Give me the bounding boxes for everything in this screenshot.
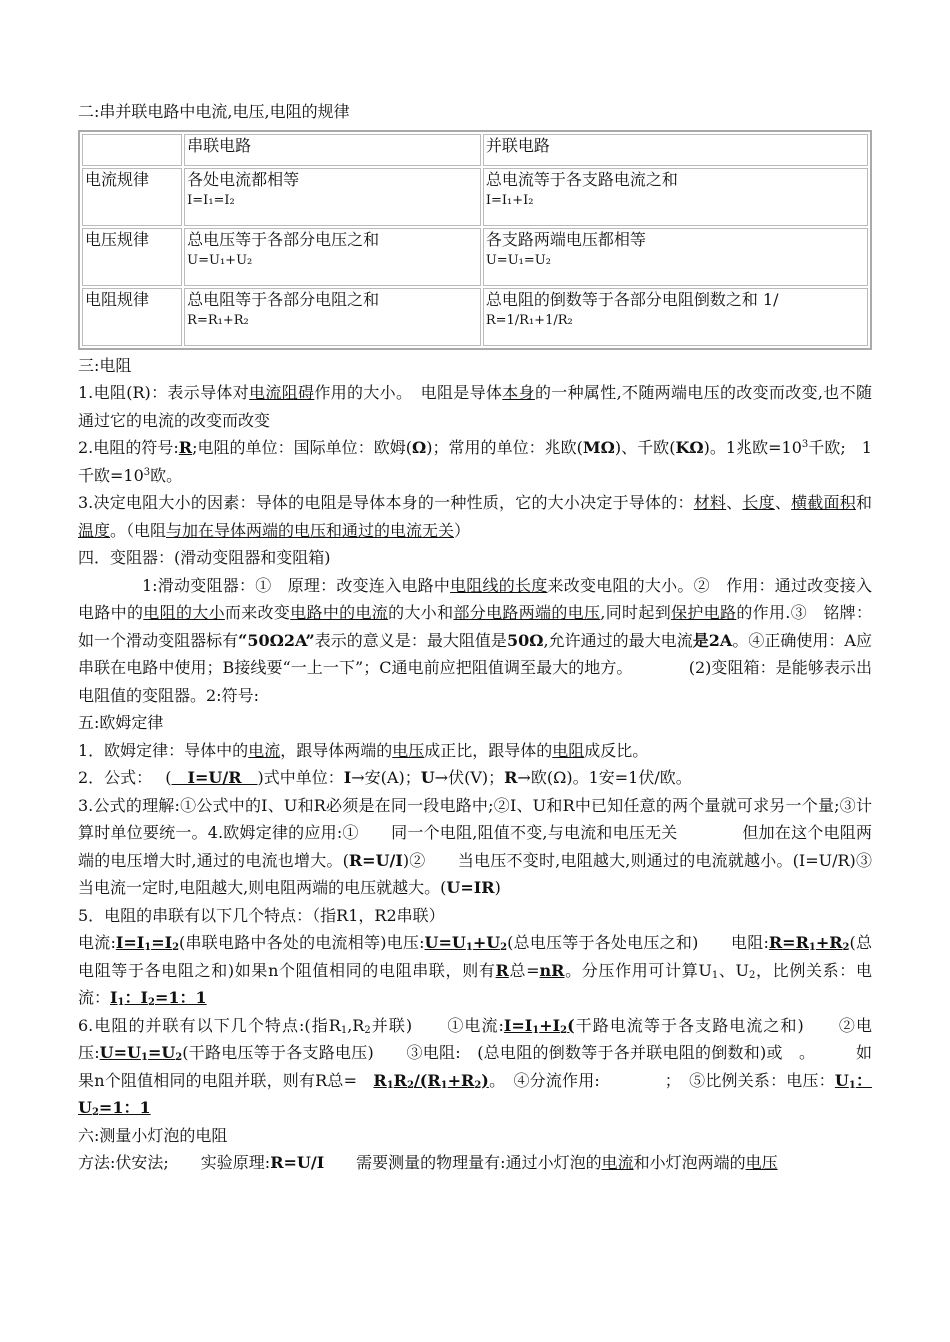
- series-text: 各处电流都相等: [187, 169, 300, 189]
- section4-title: 四．变阻器：(滑动变阻器和变阻箱): [78, 548, 331, 567]
- row-label: 电流规律: [82, 168, 182, 226]
- series-features: 电流$:I=I_1=I_2$(串联电路中各处的电流相等)电压$:U=U_1+U_2$(总电压等于各处电压之和) 电阻$:R=R_1+R_2$(总电阻等于各电阻之和)如果n个阻值相同的电阻串联，则有R总=nR。分压作用可计算$U_1$、$U_2$，比例关系：电流：$I_1$：$I_2=1$：1: [78, 933, 872, 1008]
- table-row: [82, 228, 868, 286]
- parallel-text: 总电阻的倒数等于各部分电阻倒数之和 1/: [485, 289, 779, 309]
- parallel-text: 各支路两端电压都相等: [485, 229, 646, 249]
- parallel-formula: I=I₁+I₂: [485, 192, 534, 208]
- table-header-cell: 串联电路: [184, 134, 481, 166]
- series-formula: U=U₁+U₂: [187, 252, 253, 268]
- resistance-definition: 1.电阻(R)：表示导体对电流阻碍作用的大小。 电阻是导体本身的一种属性,不随两端电压的改变而改变,也不随通过它的电流的改变而改变: [78, 383, 872, 430]
- section2-title: 二:串并联电路中电流,电压,电阻的规律: [78, 102, 350, 121]
- parallel-features: 6.电阻的并联有以下几个特点:(指$R_1,R_2$并联) ①电流$:I=I_1+I_2$(干路电流等于各支路电流之和) ②电压$:U=U_1=U_2$(干路电压等于各支路电压) ③电阻: (总电阻的倒数等于各并联电阻的倒数和)或 。 如果n个阻值相同的电阻并联，则有R总= $R_1R_2/(R_1+R_2)$。 ④分流作用: ； ⑤比例关系：电压：$U_1$：$U_2=1$：1: [78, 1015, 872, 1118]
- ohm-law-understanding: 3.公式的理解:①公式中的I、U和R必须是在同一段电路中;②I、U和R中已知任意的两个量就可求另一个量;③计算时单位要统一。4.欧姆定律的应用:① 同一个电阻,阻值不变,与电流和电压无关 但加在这个电阻两端的电压增大时,通过的电流也增大。(R=U/I)② 当电压不变时,电阻越大,则通过的电流就越小。(I=U/R)③ 当电流一定时,电阻越大,则电阻两端的电压就越大。(U=IR): [78, 795, 904, 897]
- table-row: [82, 168, 868, 226]
- series-cell: [184, 168, 481, 226]
- section5-title: 五:欧姆定律: [78, 713, 164, 732]
- row-label: 电压规律: [82, 228, 182, 286]
- rheostat-paragraph: 1:滑动变阻器：① 原理：改变连入电路中电阻线的长度来改变电阻的大小。② 作用：通过改变接入电路中的电阻的大小而来改变电路中的电流的大小和部分电路两端的电压,同时起到保护电路的作用.③ 铭牌：如一个滑动变阻器标有“50Ω2A”表示的意义是：最大阻值是50Ω,允许通过的最大电流是2A。④正确使用：A应串联在电路中使用；B接线要“一上一下”；C通电前应把阻值调至最大的地方。 (2)变阻箱：是能够表示出电阻值的变阻器。2:符号:: [78, 575, 872, 705]
- rules-table: [78, 130, 872, 350]
- resistance-units: 2.电阻的符号:R;电阻的单位：国际单位：欧姆(Ω)；常用的单位：兆欧(MΩ)、千欧(KΩ)。1兆欧$=10^3$千欧; 1千欧$=10^3$欧。: [78, 438, 872, 485]
- table-header-cell: [82, 134, 182, 166]
- series-cell: [184, 288, 481, 346]
- parallel-cell: [483, 288, 868, 346]
- row-label: 电阻规律: [82, 288, 182, 346]
- parallel-formula: R=1/R₁+1/R₂: [485, 312, 573, 328]
- ohm-law-statement: 1．欧姆定律：导体中的电流，跟导体两端的电压成正比，跟导体的电阻成反比。: [78, 740, 649, 760]
- measure-method: 方法:伏安法; 实验原理:R=U/I 需要测量的物理量有:通过小灯泡的电流和小灯泡两端的电压: [78, 1153, 778, 1172]
- series-features-title: 5．电阻的串联有以下几个特点：（指R1，R2串联）: [78, 905, 445, 925]
- parallel-formula: U=U₁=U₂: [485, 252, 551, 268]
- parallel-text: 总电流等于各支路电流之和: [485, 169, 678, 189]
- section3-title: 三:电阻: [78, 355, 132, 375]
- parallel-cell: [483, 228, 868, 286]
- resistance-factors: 3.决定电阻大小的因素：导体的电阻是导体本身的一种性质，它的大小决定于导体的：材料、长度、横截面积和温度。（电阻与加在导体两端的电压和通过的电流无关）: [78, 493, 872, 540]
- series-cell: [184, 228, 481, 286]
- section6-title: 六:测量小灯泡的电阻: [78, 1125, 228, 1145]
- series-formula: I=I₁=I₂: [187, 192, 235, 208]
- series-text: 总电阻等于各部分电阻之和: [187, 289, 380, 309]
- ohm-law-formula: 2．公式： ( I=U/R )式中单位：I→安(A)；U→伏(V)；R→欧(Ω)。1安=1伏/欧。: [78, 768, 692, 787]
- document-page: [78, 98, 904, 1177]
- table-header-cell: 并联电路: [483, 134, 868, 166]
- parallel-cell: [483, 168, 868, 226]
- table-row: [82, 288, 868, 346]
- series-formula: R=R₁+R₂: [187, 312, 249, 328]
- series-text: 总电压等于各部分电压之和: [187, 229, 380, 249]
- table-header-row: [82, 134, 868, 166]
